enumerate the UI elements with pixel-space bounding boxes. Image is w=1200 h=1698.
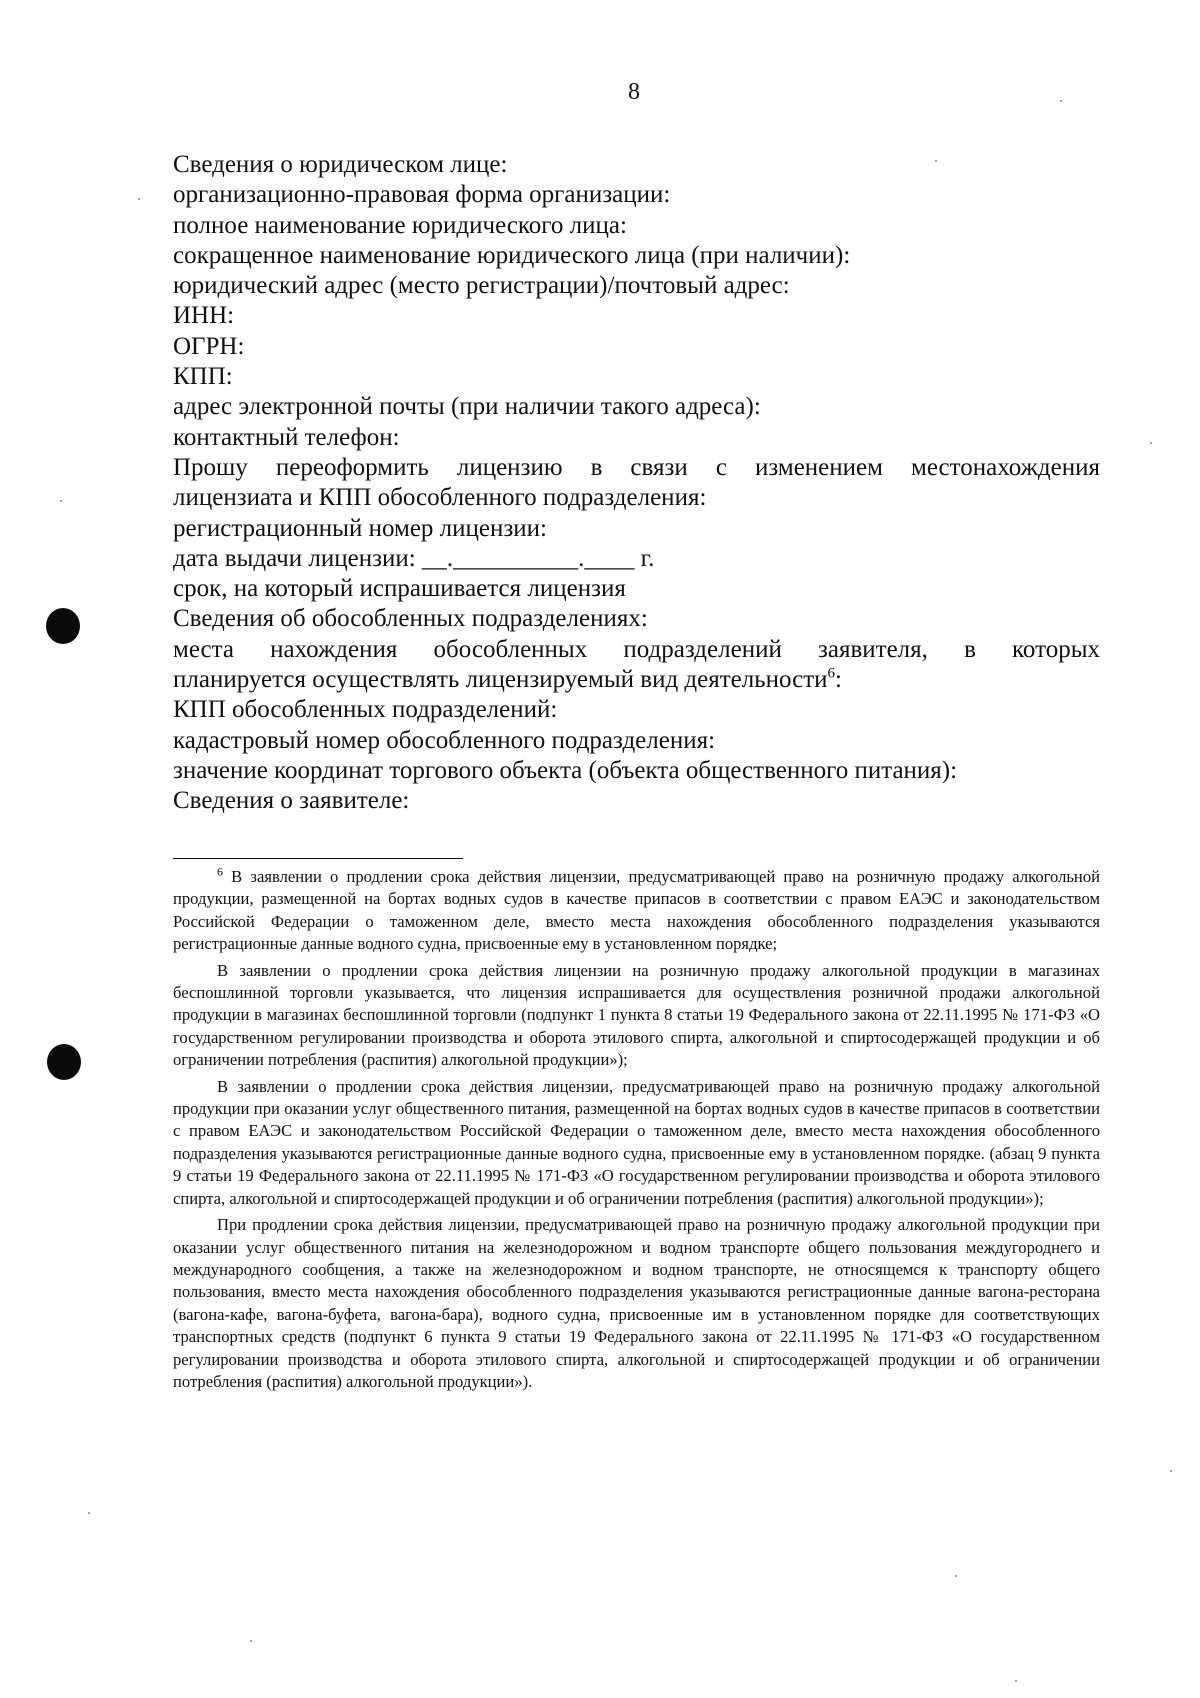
punch-hole-lower (47, 1044, 81, 1080)
form-line: КПП обособленных подразделений: (173, 696, 558, 724)
form-line: полное наименование юридического лица: (173, 211, 627, 239)
form-line: юридический адрес (место регистрации)/почтовый адрес: (173, 272, 790, 300)
scan-speck (1150, 442, 1152, 444)
punch-hole-upper (46, 608, 80, 644)
form-line: места нахождения обособленных подразделений заявителя, в которых (173, 635, 1100, 663)
form-line: сокращенное наименование юридического лица (при наличии): (173, 241, 851, 269)
form-line: значение координат торгового объекта (объекта общественного питания): (173, 756, 958, 784)
form-line: Прошу переоформить лицензию в связи с изменением местонахождения (173, 453, 1100, 481)
footnote-marker: 6 (217, 864, 223, 879)
form-line: срок, на который испрашивается лицензия (173, 575, 626, 603)
scan-speck (935, 160, 937, 162)
form-line: лицензиата и КПП обособленного подразделения: (173, 484, 707, 512)
footnote-paragraph: В заявлении о продлении срока действия лицензии, предусматривающей право на розничную продажу алкогольной продукции при оказании услуг общественного питания, размещенной на бортах водных судов в качестве припасов в соответствии с правом ЕАЭС и законодательством Российской Федерации о таможенном деле, вместо места нахождения обособленного подразделения указываются регистрационные данные водного судна, присвоенные ему в установленном порядке. (абзац 9 пункта 9 статьи 19 Федерального закона от 22.11.1995 № 171-ФЗ «О государственном регулировании производства и оборота этилового спирта, алкогольной и спиртосодержащей продукции и об ограничении потребления (распития) алкогольной продукции»); (173, 1076, 1100, 1208)
footnote-paragraph: При продлении срока действия лицензии, предусматривающей право на розничную продажу алкогольной продукции при оказании услуг общественного питания на железнодорожном и водном транспорте общего пользования междугороднего и международного сообщения, а также на железнодорожном и водном транспорте, не относящемся к транспорту общего пользования, вместо места нахождения обособленного подразделения указываются регистрационные данные вагона-ресторана (вагона-кафе, вагона-буфета, вагона-бара), водного судна, присвоенные им в установленном порядке для соответствующих транспортных средств (подпункт 6 пункта 9 статьи 19 Федерального закона от 22.11.1995 № 171-ФЗ «О государственном регулировании производства и оборота этилового спирта, алкогольной и спиртосодержащей продукции и об ограничении потребления (распития) алкогольной продукции»). (173, 1215, 1100, 1391)
scan-speck (60, 500, 62, 502)
form-line: ОГРН: (173, 332, 245, 360)
footnote-divider (173, 858, 463, 859)
form-line: контактный телефон: (173, 423, 400, 451)
footnote-text: В заявлении о продлении срока действия лицензии, предусматривающей право на розничную продажу алкогольной продукции, размещенной на бортах водных судов в качестве припасов в соответствии с правом ЕАЭС и законодательством Российской Федерации о таможенном деле, вместо места нахождения обособленного подразделения указываются регистрационные данные водного судна, присвоенные ему в установленном порядке; (173, 867, 1100, 954)
footnotes (173, 866, 1100, 1397)
applicant-form-text (173, 150, 1100, 817)
scan-speck (1060, 100, 1062, 102)
footnote-reference: 6 (827, 665, 836, 682)
form-line: кадастровый номер обособленного подразделения: (173, 726, 716, 754)
scan-speck (1170, 1470, 1172, 1472)
scan-speck (138, 198, 140, 200)
form-line: Сведения о заявителе: (173, 787, 410, 815)
form-line: регистрационный номер лицензии: (173, 514, 547, 542)
form-line-license-date: дата выдачи лицензии: __.__________.____ г. (173, 544, 655, 572)
form-line: Сведения о юридическом лице: (173, 151, 508, 178)
scan-speck (250, 1640, 252, 1642)
form-line-with-footnote (173, 665, 1100, 695)
form-line: адрес электронной почты (при наличии такого адреса): (173, 393, 761, 421)
form-line: организационно-правовая форма организации: (173, 181, 671, 209)
form-line: КПП: (173, 363, 233, 391)
scan-speck (88, 1512, 90, 1514)
form-line: Сведения об обособленных подразделениях: (173, 605, 648, 633)
footnote-paragraph (173, 866, 1100, 956)
form-line-text: планируется осуществлять лицензируемый вид деятельности (173, 666, 828, 694)
form-line-suffix: : (835, 666, 842, 694)
page-number: 8 (628, 79, 640, 105)
form-line: ИНН: (173, 302, 235, 330)
footnote-paragraph: В заявлении о продлении срока действия лицензии на розничную продажу алкогольной продукции в магазинах беспошлинной торговли указывается, что лицензия испрашивается для осуществления розничной продажи алкогольной продукции в магазинах беспошлинной торговли (подпункт 1 пункта 8 статьи 19 Федерального закона от 22.11.1995 № 171-ФЗ «О государственном регулировании производства и оборота этилового спирта, алкогольной и спиртосодержащей продукции и об ограничении потребления (распития) алкогольной продукции»); (173, 960, 1100, 1070)
scan-speck (1015, 1680, 1017, 1682)
scan-speck (955, 1575, 957, 1577)
